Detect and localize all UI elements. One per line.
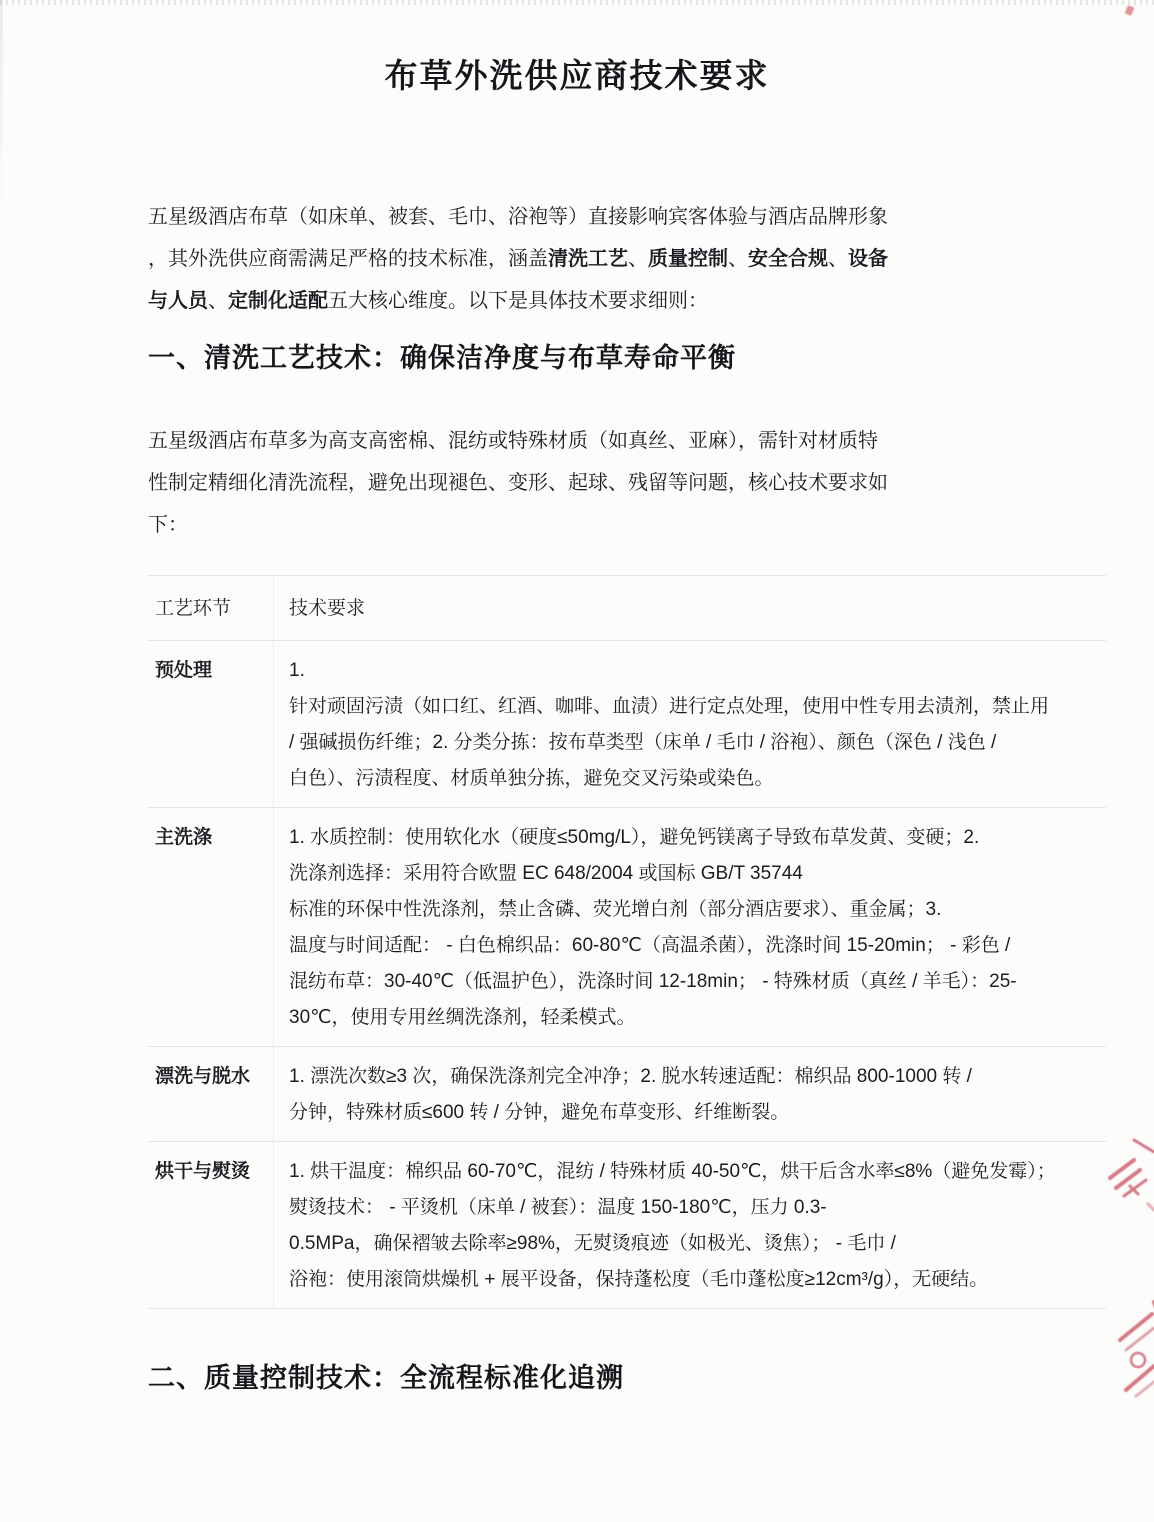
paragraph-line: 性制定精细化清洗流程，避免出现褪色、变形、起球、残留等问题，核心技术要求如 [148,472,888,494]
row-label: 漂洗与脱水 [155,1066,251,1087]
keyword-customization: 定制化适配 [228,290,328,312]
table-header-row [148,576,1106,641]
section-1-heading: 一、清洗工艺技术：确保洁净度与布草寿命平衡 [148,343,736,373]
row-requirements: 1. 水质控制：使用软化水（硬度≤50mg/L），避免钙镁离子导致布草发黄、变硬；2. 洗涤剂选择：采用符合欧盟 EC 648/2004 或国标 GB/T 35744 标准的环保中性洗涤剂，禁止含磷、荧光增白剂（部分酒店要求）、重金属；3. 温度与时间适配： - 白色棉织品：60-80℃（高温杀菌），洗涤时间 15-20min； - 彩色 / 混纺布草：30-40℃（低温护色），洗涤时间 12-18min； - 特殊材质（真丝 / 羊毛）：25- 30℃，使用专用丝绸洗涤剂，轻柔模式。 [273,808,1106,1046]
row-requirements: 1. 针对顽固污渍（如口红、红酒、咖啡、血渍）进行定点处理，使用中性专用去渍剂，禁止用 / 强碱损伤纤维；2. 分类分拣：按布草类型（床单 / 毛巾 / 浴袍）、颜色（深色 / 浅色 / 白色）、污渍程度、材质单独分拣，避免交叉污染或染色。 [273,641,1106,807]
keyword-equipment: 设备 [848,248,888,270]
column-header-technical-requirements: 技术要求 [273,576,1106,640]
paragraph-line: 五星级酒店布草多为高支高密棉、混纺或特殊材质（如真丝、亚麻），需针对材质特 [148,430,878,452]
process-requirements-table [148,575,1106,1309]
red-stamp-strokes [1100,1134,1154,1230]
table-row-main-wash [148,808,1106,1047]
intro-text: 五大核心维度。以下是具体技术要求细则： [328,290,708,312]
intro-line-1 [148,196,1008,238]
keyword-personnel: 与人员 [148,290,208,312]
row-requirements: 1. 烘干温度：棉织品 60-70℃，混纺 / 特殊材质 40-50℃，烘干后含水率≤8%（避免发霉）； 熨烫技术： - 平烫机（床单 / 被套）：温度 150-180℃，压力 0.3- 0.5MPa，确保褶皱去除率≥98%，无熨烫痕迹（如极光、烫焦）； - 毛巾 / 浴袍：使用滚筒烘燥机 + 展平设备，保持蓬松度（毛巾蓬松度≥12cm³/g），无硬结。 [273,1142,1106,1308]
intro-text: ，其外洗供应商需满足严格的技术标准，涵盖 [148,248,548,270]
table-row-dry-iron [148,1142,1106,1309]
separator: 、 [828,248,848,270]
intro-text: 五星级酒店布草（如床单、被套、毛巾、浴袍等）直接影响宾客体验与酒店品牌形象 [148,206,888,228]
intro-paragraph [148,196,1008,322]
table-row-pretreatment [148,641,1106,808]
scan-artifact-top-edge [0,0,1154,5]
row-label: 烘干与熨烫 [155,1161,251,1182]
paragraph-line: 下： [148,514,188,536]
red-stamp-fragment-bottom [1096,1298,1154,1407]
red-ink-speck [1124,5,1134,16]
scan-artifact-left-edge [0,0,3,220]
column-header-process-step: 工艺环节 [155,598,232,619]
keyword-quality-control: 质量控制 [648,248,728,270]
section-2-heading: 二、质量控制技术：全流程标准化追溯 [148,1363,624,1393]
intro-line-3 [148,280,1008,322]
separator: 、 [728,248,748,270]
separator: 、 [208,290,228,312]
keyword-safety-compliance: 安全合规 [748,248,828,270]
red-stamp-strokes [1096,1298,1154,1402]
row-label: 主洗涤 [155,827,213,848]
separator: 、 [628,248,648,270]
row-requirements: 1. 漂洗次数≥3 次，确保洗涤剂完全冲净；2. 脱水转速适配：棉织品 800-1000 转 / 分钟，特殊材质≤600 转 / 分钟，避免布草变形、纤维断裂。 [273,1047,1106,1141]
table-row-rinse-dehydrate [148,1047,1106,1142]
keyword-washing-process: 清洗工艺 [548,248,628,270]
intro-line-2 [148,238,1008,280]
document-title: 布草外洗供应商技术要求 [384,57,770,94]
red-stamp-fragment-top [1100,1134,1154,1235]
section-1-paragraph [148,420,1008,546]
row-label: 预处理 [155,660,213,681]
